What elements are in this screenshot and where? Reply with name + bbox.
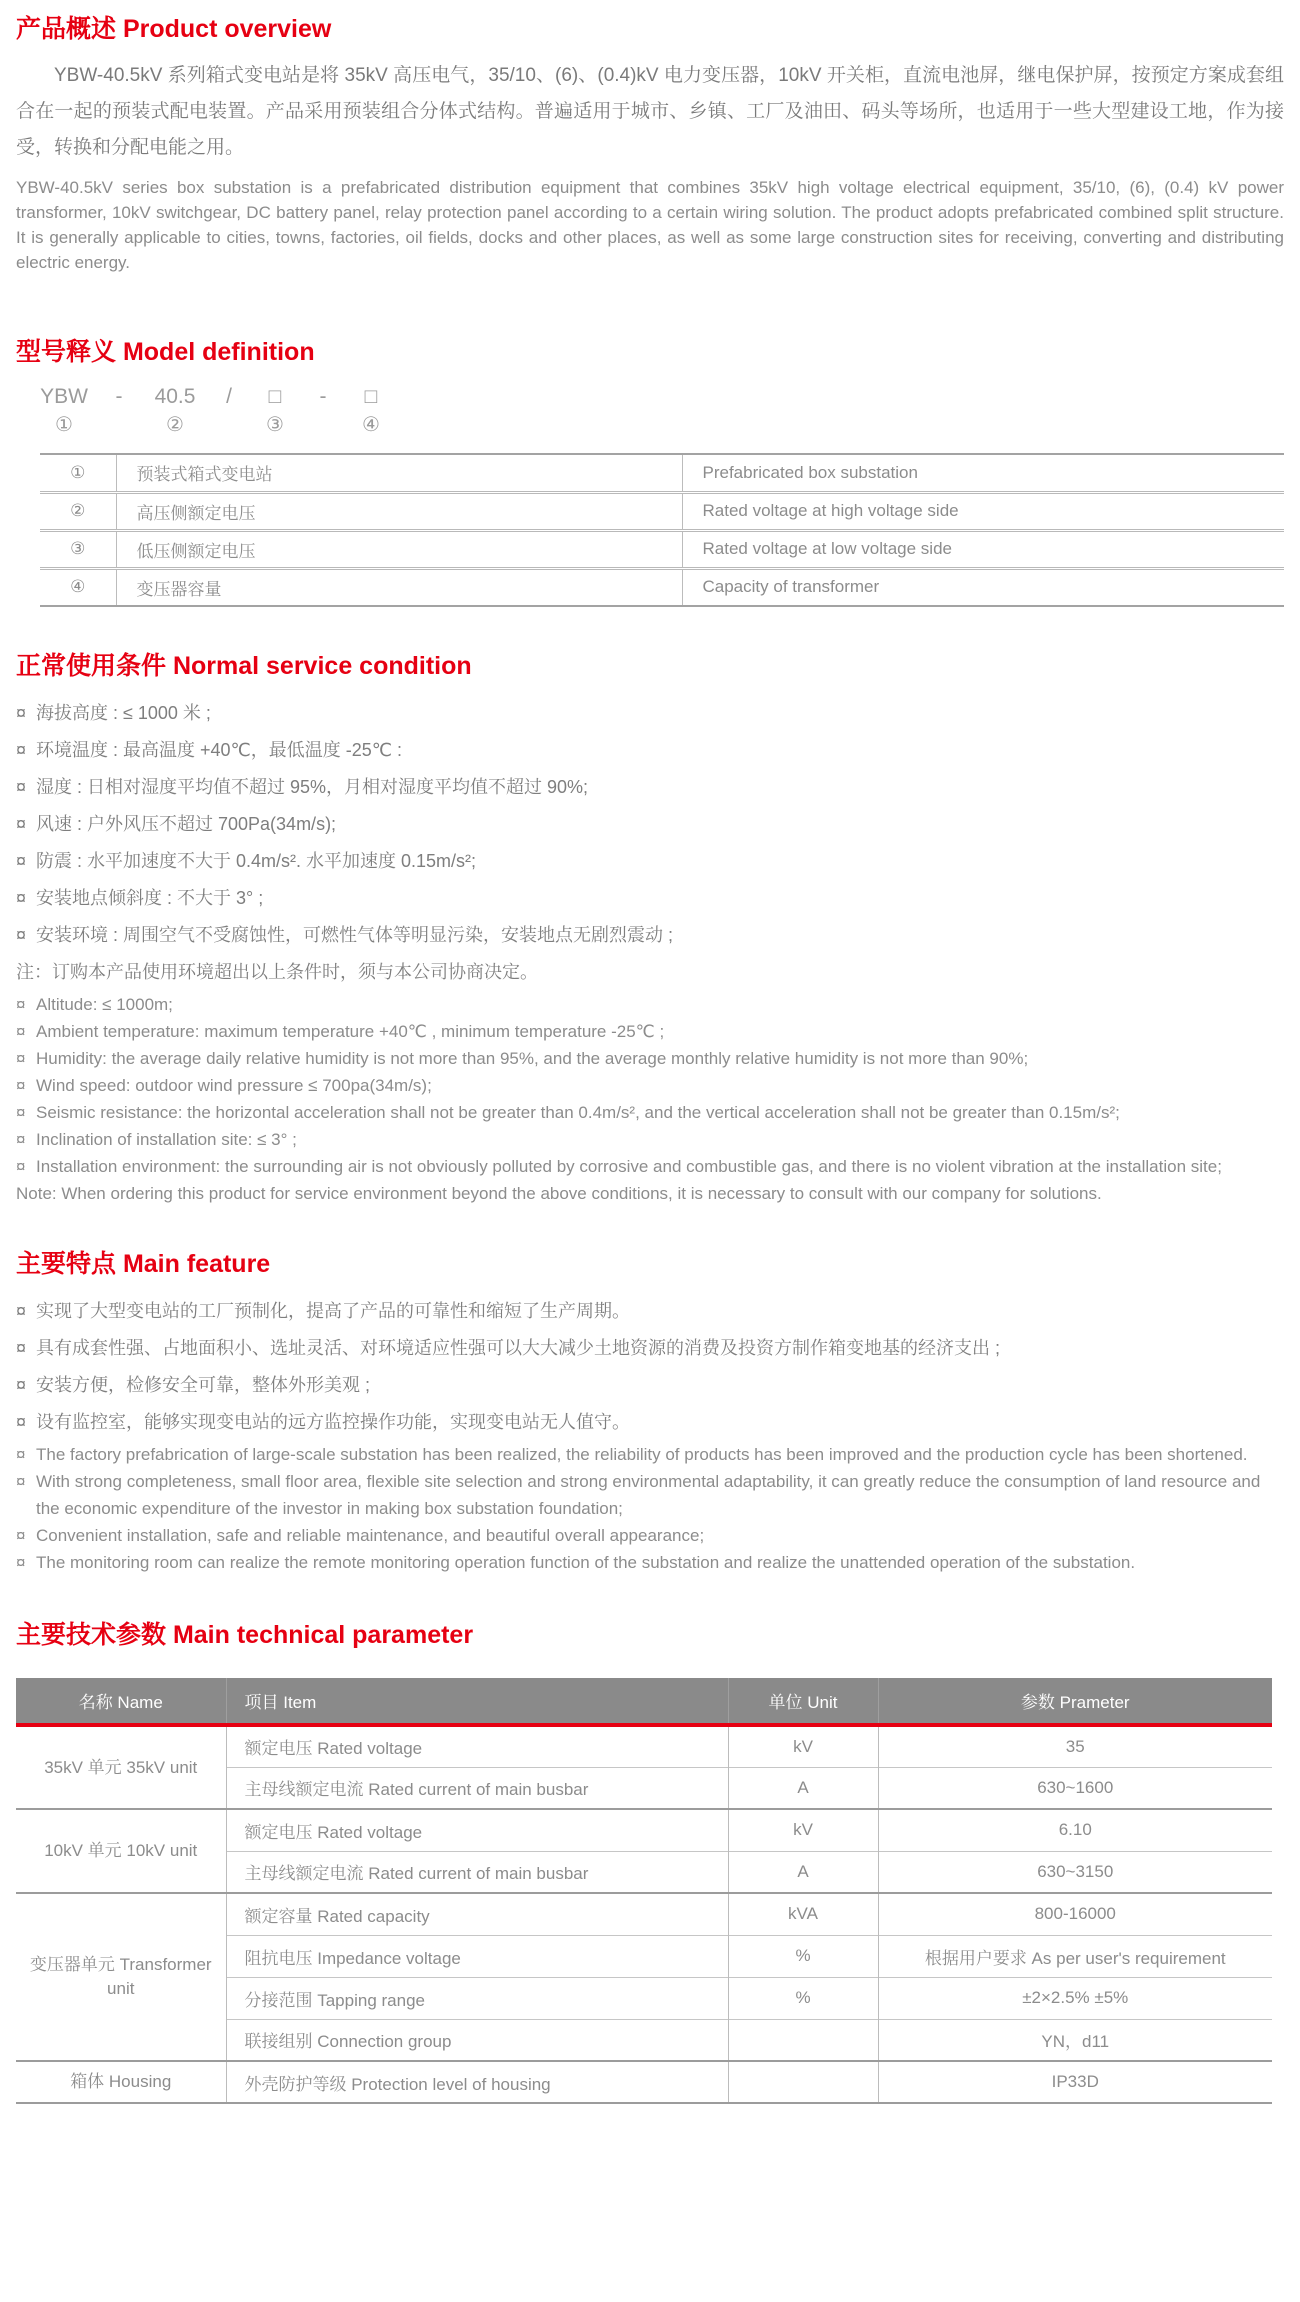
overview-paragraph-en: YBW-40.5kV series box substation is a prefabricated distribution equipment that combines 35kV high voltage electrical equipment, 35/10, (6), (0.4) kV power transformer, 10kV switchgear, DC battery panel, relay protection panel according to a certain wiring solution. The product adopts prefabricated combined split structure. It is generally applicable to cities, towns, factories, oil fields, docks and other places, as well as some large construction sites for receiving, converting and distributing electric energy.	[16, 178, 1284, 272]
list-item-text: 海拔高度 : ≤ 1000 米 ;	[36, 703, 211, 723]
cell-item: 额定电压 Rated voltage	[226, 1725, 728, 1767]
bullet-icon: ¤	[16, 851, 27, 871]
cell-item: 主母线额定电流 Rated current of main busbar	[226, 1767, 728, 1809]
model-code-formula	[32, 385, 1284, 437]
table-row	[40, 492, 1284, 530]
bullet-icon: ¤	[16, 1301, 27, 1321]
group-name: 箱体 Housing	[16, 2061, 226, 2103]
formula-placeholder-box: □	[268, 385, 282, 408]
bullet-icon: ¤	[16, 740, 27, 760]
table-header	[16, 1678, 1272, 1725]
row-marker: ②	[40, 492, 116, 530]
list-item-text: 安装方便，检修安全可靠，整体外形美观 ;	[36, 1375, 371, 1395]
table-row	[16, 1809, 1272, 1851]
list-item	[16, 1549, 1284, 1576]
list-item	[16, 880, 1284, 917]
list-item	[16, 1153, 1284, 1180]
header-item: 项目 Item	[226, 1678, 728, 1725]
list-item-text: The monitoring room can realize the remote monitoring operation function of the substation and realize the unattended operation of the substation.	[36, 1553, 1136, 1572]
list-item-text: 风速 : 户外风压不超过 700Pa(34m/s);	[36, 814, 337, 834]
bullet-icon: ¤	[16, 1375, 27, 1395]
bullet-icon: ¤	[16, 1130, 26, 1149]
row-label-en: Rated voltage at low voltage side	[682, 530, 1284, 568]
list-item	[16, 1522, 1284, 1549]
cell-unit: %	[728, 1977, 878, 2019]
list-item-text: Seismic resistance: the horizontal acceleration shall not be greater than 0.4m/s², and the vertical acceleration shall not be greater than 0.15m/s²;	[36, 1103, 1120, 1122]
list-item-text: 安装地点倾斜度 : 不大于 3° ;	[36, 888, 264, 908]
section-product-overview	[16, 14, 1284, 275]
list-item-text: Installation environment: the surrounding air is not obviously polluted by corrosive and combustible gas, and there is no violent vibration at the installation site;	[36, 1157, 1222, 1176]
row-label-zh: 预装式箱式变电站	[116, 454, 682, 492]
cell-value: IP33D	[878, 2061, 1272, 2103]
list-item	[16, 1018, 1284, 1045]
list-item	[16, 1367, 1284, 1404]
feature-list-en	[16, 1441, 1284, 1576]
bullet-icon: ¤	[16, 925, 27, 945]
cell-item: 阻抗电压 Impedance voltage	[226, 1935, 728, 1977]
list-item-text: 安装环境 : 周围空气不受腐蚀性，可燃性气体等明显污染，安装地点无剧烈震动 ;	[36, 925, 674, 945]
formula-marker-3: ③	[266, 414, 284, 436]
cell-unit: A	[728, 1851, 878, 1893]
list-item	[16, 843, 1284, 880]
bullet-icon: ¤	[16, 1157, 26, 1176]
bullet-icon: ¤	[16, 1445, 26, 1464]
list-item	[16, 732, 1284, 769]
section-model-definition	[16, 337, 1284, 607]
cell-value: 根据用户要求 As per user's requirement	[878, 1935, 1272, 1977]
row-marker: ①	[40, 454, 116, 492]
list-item-text: 实现了大型变电站的工厂预制化，提高了产品的可靠性和缩短了生产周期。	[36, 1301, 630, 1321]
service-condition-list-en	[16, 991, 1284, 1180]
row-label-zh: 变压器容量	[116, 568, 682, 606]
group-name: 变压器单元 Transformer unit	[16, 1893, 226, 2061]
bullet-icon: ¤	[16, 1049, 26, 1068]
list-item-text: 设有监控室，能够实现变电站的远方监控操作功能，实现变电站无人值守。	[36, 1412, 630, 1432]
header-name: 名称 Name	[16, 1678, 226, 1725]
bullet-icon: ¤	[16, 1553, 26, 1572]
cell-item: 额定容量 Rated capacity	[226, 1893, 728, 1935]
formula-token: 40.5	[154, 385, 196, 408]
cell-value: YN，d11	[878, 2019, 1272, 2061]
cell-value: 630~1600	[878, 1767, 1272, 1809]
list-item-text: With strong completeness, small floor area, flexible site selection and strong environmental adaptability, it can greatly reduce the consumption of land resource and the economic expenditure of the investor in making box substation foundation;	[36, 1472, 1261, 1518]
list-item-text: Wind speed: outdoor wind pressure ≤ 700pa(34m/s);	[36, 1076, 432, 1095]
formula-marker-4: ④	[362, 414, 380, 436]
model-definition-table	[40, 453, 1284, 607]
list-item-text: Altitude: ≤ 1000m;	[36, 995, 173, 1014]
header-value: 参数 Prameter	[878, 1678, 1272, 1725]
list-item	[16, 806, 1284, 843]
bullet-icon: ¤	[16, 777, 27, 797]
list-item	[16, 1293, 1284, 1330]
cell-item: 外壳防护等级 Protection level of housing	[226, 2061, 728, 2103]
section-main-feature	[16, 1249, 1284, 1576]
formula-marker-1: ①	[55, 414, 73, 436]
table-row	[40, 454, 1284, 492]
bullet-icon: ¤	[16, 1412, 27, 1432]
list-item	[16, 695, 1284, 732]
header-unit: 单位 Unit	[728, 1678, 878, 1725]
row-label-en: Prefabricated box substation	[682, 454, 1284, 492]
table-row	[16, 1893, 1272, 1935]
cell-value: 6.10	[878, 1809, 1272, 1851]
list-item	[16, 769, 1284, 806]
list-item	[16, 1404, 1284, 1441]
cell-value: ±2×2.5% ±5%	[878, 1977, 1272, 2019]
parameters-title: 主要技术参数 Main technical parameter	[16, 1621, 474, 1649]
row-label-zh: 高压侧额定电压	[116, 492, 682, 530]
table-row	[16, 1725, 1272, 1767]
list-item	[16, 991, 1284, 1018]
bullet-icon: ¤	[16, 814, 27, 834]
row-marker: ④	[40, 568, 116, 606]
row-label-en: Rated voltage at high voltage side	[682, 492, 1284, 530]
cell-unit	[728, 2019, 878, 2061]
service-condition-list-zh	[16, 695, 1284, 954]
list-item-text: 湿度 : 日相对湿度平均值不超过 95%，月相对湿度平均值不超过 90%;	[36, 777, 589, 797]
formula-token: YBW	[40, 385, 88, 408]
formula-token: -	[319, 385, 327, 408]
list-item	[16, 1441, 1284, 1468]
bullet-icon: ¤	[16, 1526, 26, 1545]
row-marker: ③	[40, 530, 116, 568]
cell-value: 630~3150	[878, 1851, 1272, 1893]
table-row	[40, 530, 1284, 568]
formula-token: -	[115, 385, 123, 408]
service-note-en: Note: When ordering this product for service environment beyond the above conditions, it is necessary to consult with our company for solutions.	[16, 1184, 1102, 1203]
table-row	[40, 568, 1284, 606]
cell-value: 800-16000	[878, 1893, 1272, 1935]
features-title: 主要特点 Main feature	[16, 1250, 271, 1278]
list-item-text: Ambient temperature: maximum temperature +40℃ , minimum temperature -25℃ ;	[36, 1022, 665, 1041]
cell-unit: kV	[728, 1809, 878, 1851]
formula-marker-2: ②	[166, 414, 184, 436]
bullet-icon: ¤	[16, 1076, 26, 1095]
formula-token: /	[226, 385, 232, 408]
list-item-text: Inclination of installation site: ≤ 3° ;	[36, 1130, 297, 1149]
list-item	[16, 917, 1284, 954]
service-title: 正常使用条件 Normal service condition	[16, 652, 472, 680]
list-item-text: 具有成套性强、占地面积小、选址灵活、对环境适应性强可以大大减少土地资源的消费及投资方制作箱变地基的经济支出 ;	[36, 1338, 1000, 1358]
row-label-en: Capacity of transformer	[682, 568, 1284, 606]
list-item-text: Humidity: the average daily relative humidity is not more than 95%, and the average monthly relative humidity is not more than 90%;	[36, 1049, 1029, 1068]
bullet-icon: ¤	[16, 995, 26, 1014]
cell-unit	[728, 2061, 878, 2103]
bullet-icon: ¤	[16, 1472, 26, 1491]
list-item-text: Convenient installation, safe and reliable maintenance, and beautiful overall appearance;	[36, 1526, 705, 1545]
overview-title: 产品概述 Product overview	[16, 15, 332, 43]
cell-item: 主母线额定电流 Rated current of main busbar	[226, 1851, 728, 1893]
cell-unit: %	[728, 1935, 878, 1977]
list-item	[16, 1468, 1284, 1522]
bullet-icon: ¤	[16, 1022, 26, 1041]
model-title: 型号释义 Model definition	[16, 338, 315, 366]
section-technical-parameter	[16, 1620, 1284, 2104]
overview-paragraph-zh: YBW-40.5kV 系列箱式变电站是将 35kV 高压电气，35/10、(6)、(0.4)kV 电力变压器，10kV 开关柜，直流电池屏，继电保护屏，按预定方案成套组合在一起的预装式配电装置。产品采用预装组合分体式结构。普遍适用于城市、乡镇、工厂及油田、码头等场所，也适用于一些大型建设工地，作为接受，转换和分配电能之用。	[16, 65, 1284, 158]
row-label-zh: 低压侧额定电压	[116, 530, 682, 568]
cell-unit: kV	[728, 1725, 878, 1767]
list-item-text: The factory prefabrication of large-scale substation has been realized, the reliability of products has been improved and the production cycle has been shortened.	[36, 1445, 1248, 1464]
cell-item: 联接组别 Connection group	[226, 2019, 728, 2061]
cell-value: 35	[878, 1725, 1272, 1767]
list-item	[16, 1126, 1284, 1153]
list-item	[16, 1330, 1284, 1367]
technical-parameter-table	[16, 1678, 1272, 2104]
bullet-icon: ¤	[16, 1338, 27, 1358]
list-item	[16, 1072, 1284, 1099]
group-name: 10kV 单元 10kV unit	[16, 1809, 226, 1893]
list-item	[16, 1045, 1284, 1072]
list-item-text: 环境温度 : 最高温度 +40℃，最低温度 -25℃ :	[36, 740, 402, 760]
bullet-icon: ¤	[16, 1103, 26, 1122]
list-item-text: 防震 : 水平加速度不大于 0.4m/s². 水平加速度 0.15m/s²;	[36, 851, 477, 871]
section-normal-service-condition	[16, 651, 1284, 1207]
cell-item: 分接范围 Tapping range	[226, 1977, 728, 2019]
feature-list-zh	[16, 1293, 1284, 1441]
formula-placeholder-box: □	[364, 385, 378, 408]
service-note-zh: 注：订购本产品使用环境超出以上条件时，须与本公司协商决定。	[16, 962, 538, 982]
cell-unit: A	[728, 1767, 878, 1809]
group-name: 35kV 单元 35kV unit	[44, 1757, 198, 1777]
cell-item: 额定电压 Rated voltage	[226, 1809, 728, 1851]
cell-unit: kVA	[728, 1893, 878, 1935]
bullet-icon: ¤	[16, 888, 27, 908]
bullet-icon: ¤	[16, 703, 27, 723]
list-item	[16, 1099, 1284, 1126]
table-row	[16, 2061, 1272, 2103]
